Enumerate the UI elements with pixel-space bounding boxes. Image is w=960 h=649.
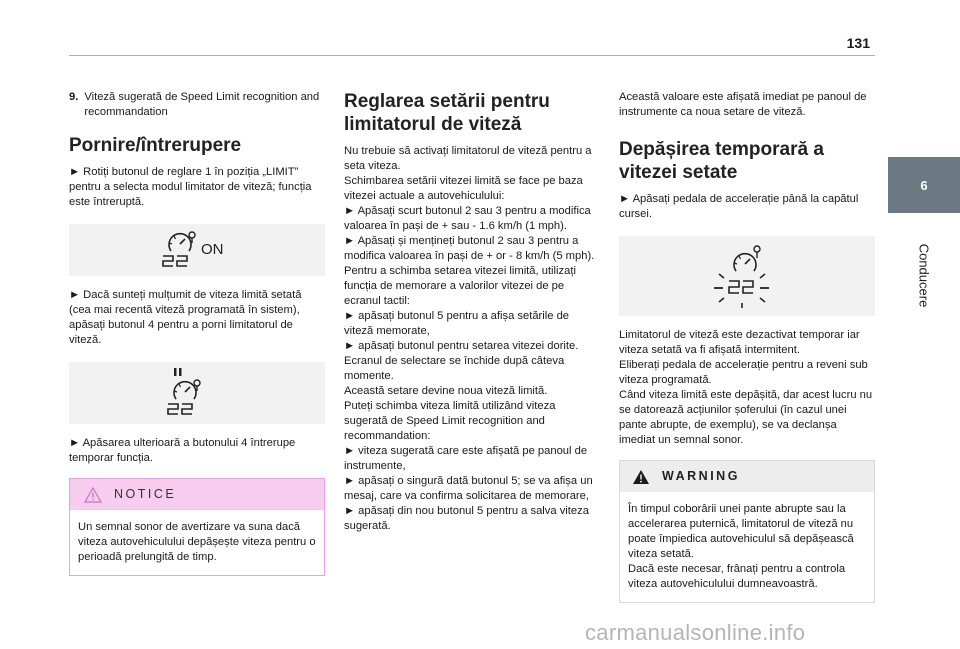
line: Eliberați pedala de accelerație pentru a reveni sub viteza programată. bbox=[619, 359, 868, 386]
column-left bbox=[69, 90, 325, 576]
paragraph-intro: Această valoare este afișată imediat pe panoul de instrumente ca noua setare de viteză. bbox=[619, 91, 867, 118]
line: ► Apăsați și mențineți butonul 2 sau 3 pentru a modifica valoarea în pași de + or - 8 km/h (5 mph). bbox=[344, 235, 595, 262]
line: Ecranul de selectare se închide după câteva momente. bbox=[344, 355, 565, 382]
line: ► viteza sugerată care este afișată pe panoul de instrumente, bbox=[344, 445, 588, 472]
chapter-tab[interactable]: 6 bbox=[888, 157, 960, 213]
line: Pentru a schimba setarea vitezei limită, utilizați funcția de memorare a valorilor vitezei de pe ecranul tactil: bbox=[344, 265, 576, 307]
notice-header bbox=[70, 479, 324, 510]
list-item-9 bbox=[69, 90, 325, 120]
page-number: 131 bbox=[846, 35, 870, 51]
item-number: 9. bbox=[69, 91, 79, 103]
line: ► apăsați din nou butonul 5 pentru a salva viteza sugerată. bbox=[344, 505, 589, 532]
line: Când viteza limită este depășită, dar acest lucru nu se datorează acțiunilor șoferului (în cazul unei pante abrupte, de exemplu), se va declanșa imediat un semnal sonor. bbox=[619, 389, 873, 446]
limiter-flashing-illustration bbox=[619, 236, 875, 316]
column-right bbox=[619, 90, 875, 603]
section-heading-override: Depășirea temporară a vitezei setate bbox=[619, 139, 824, 183]
warning-triangle-icon bbox=[632, 469, 650, 485]
watermark: carmanualsonline.info bbox=[585, 620, 806, 645]
warning-box bbox=[619, 460, 875, 603]
speedometer-pause-icon bbox=[162, 365, 232, 421]
chapter-label-text: Conducere bbox=[916, 243, 932, 307]
caution-triangle-icon bbox=[84, 487, 102, 503]
limiter-pause-illustration bbox=[69, 362, 325, 424]
item-text: Viteză sugerată de Speed Limit recognition and recommandation bbox=[84, 91, 320, 118]
line: ► apăsați o singură dată butonul 5; se va afișa un mesaj, care va confirma solicitarea de memorare, bbox=[344, 475, 593, 502]
warning-text: În timpul coborârii unei pante abrupte sau la accelerarea puternică, limitatorul de viteză nu poate împiedica autovehiculul să depășească viteza setată. Dacă este necesar, frânați pentru a controla viteza autovehiculului dumneavoastră. bbox=[628, 503, 854, 590]
section-heading-adjust: Reglarea setării pentru limitatorul de viteză bbox=[344, 91, 550, 135]
line: Nu trebuie să activați limitatorul de viteză pentru a seta viteza. bbox=[344, 145, 592, 172]
line: ► apăsați butonul 5 pentru a afișa setările de viteză memorate, bbox=[344, 310, 570, 337]
paragraph-satisfied: ► Dacă sunteți mulțumit de viteza limită setată (cea mai recentă viteză programată în sistem), apăsați butonul 4 pentru a porni limitatorul de viteză. bbox=[69, 289, 302, 346]
speedometer-flashing-icon bbox=[702, 241, 792, 311]
warning-header bbox=[620, 461, 874, 492]
line: Limitatorul de viteză este dezactivat temporar iar viteza setată va fi afișată intermitent. bbox=[619, 329, 860, 356]
notice-text: Un semnal sonor de avertizare va suna dacă viteza autovehiculului depășește viteza pentru o perioadă prelungită de timp. bbox=[78, 521, 316, 563]
limiter-on-illustration bbox=[69, 224, 325, 276]
on-label: ON bbox=[201, 241, 224, 258]
line: Schimbarea setării vitezei limită se face pe baza vitezei actuale a autovehiculului: bbox=[344, 175, 583, 202]
notice-box bbox=[69, 478, 325, 576]
speedometer-on-icon bbox=[157, 227, 237, 273]
line: Această setare devine noua viteză limită. bbox=[344, 385, 548, 397]
header-divider bbox=[69, 55, 875, 56]
paragraph-accelerator: ► Apăsați pedala de accelerație până la capătul cursei. bbox=[619, 193, 859, 220]
section-heading-start-stop: Pornire/întrerupere bbox=[69, 135, 242, 156]
line: ► apăsați butonul pentru setarea vitezei dorite. bbox=[344, 340, 579, 352]
notice-title: NOTICE bbox=[114, 487, 177, 501]
column-middle bbox=[344, 90, 600, 534]
line: Puteți schimba viteza limită utilizând viteza sugerată de Speed Limit recognition and recommandation: bbox=[344, 400, 556, 442]
line: ► Apăsați scurt butonul 2 sau 3 pentru a modifica valoarea în pași de + sau - 1.6 km/h (1 mph). bbox=[344, 205, 591, 232]
paragraph-rotate-knob: ► Rotiți butonul de reglare 1 în poziția „LIMIT” pentru a selecta modul limitator de viteză; funcția este întreruptă. bbox=[69, 166, 312, 208]
warning-title: WARNING bbox=[662, 469, 740, 483]
chapter-label bbox=[888, 220, 960, 330]
paragraph-pause: ► Apăsarea ulterioară a butonului 4 întrerupe temporar funcția. bbox=[69, 437, 296, 464]
